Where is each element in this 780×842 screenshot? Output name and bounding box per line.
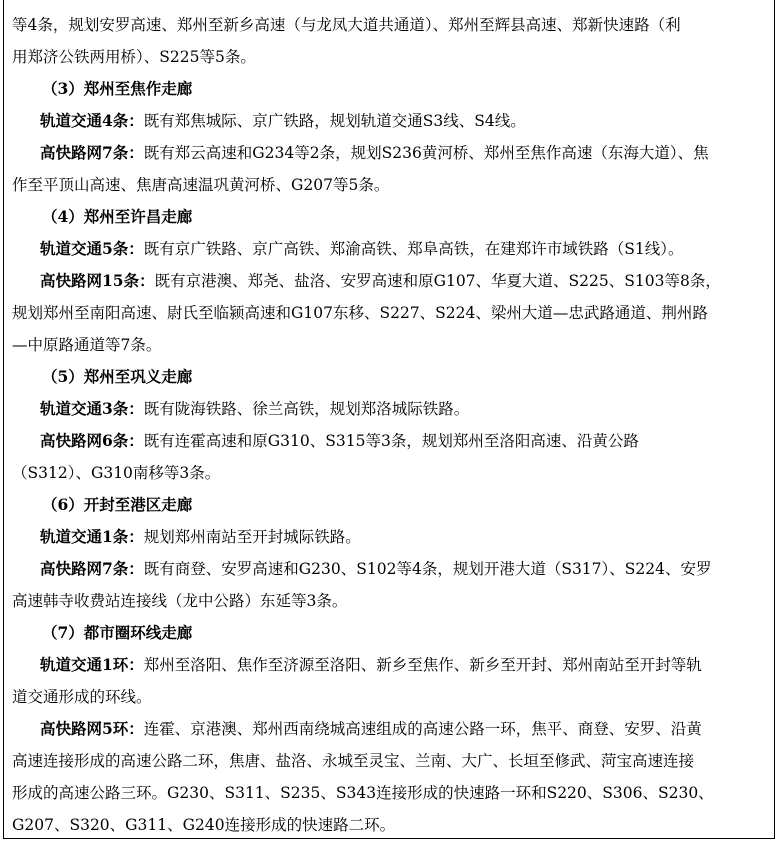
paragraph-line: （S312）、G310南移等3条。	[12, 464, 221, 482]
item-label: 轨道交通1条：	[40, 527, 144, 546]
item-label: 高快路网7条：	[40, 143, 144, 162]
section-heading-6: （6）开封至港区走廊	[42, 495, 193, 514]
item-text: 既有陇海铁路、徐兰高铁，规划郑洛城际铁路。	[143, 400, 470, 418]
item-label: 轨道交通3条：	[40, 399, 144, 418]
paragraph-line	[40, 393, 768, 425]
item-label: 高快路网7条：	[40, 559, 144, 578]
paragraph-line	[40, 265, 768, 297]
item-text: 连霍、京港澳、郑州西南绕城高速组成的高速公路一环，焦平、商登、安罗、沿黄	[143, 720, 702, 738]
paragraph-line	[40, 233, 768, 265]
paragraph-line: 规划郑州至南阳高速、尉氏至临颍高速和G107东移、S227、S224、梁州大道—忠武路通道、荆州路	[12, 304, 708, 322]
section-heading-5: （5）郑州至巩义走廊	[42, 367, 193, 386]
item-label: 轨道交通4条：	[40, 111, 144, 130]
item-label: 轨道交通1环：	[40, 655, 144, 674]
paragraph-line: 高速韩寺收费站连接线（龙中公路）东延等3条。	[12, 592, 348, 610]
paragraph-line	[40, 137, 768, 169]
paragraph-line: 作至平顶山高速、焦唐高速温巩黄河桥、G207等5条。	[12, 176, 390, 194]
paragraph-line	[40, 105, 768, 137]
item-text: 既有郑云高速和G234等2条，规划S236黄河桥、郑州至焦作高速（东海大道）、焦	[143, 144, 709, 162]
item-text: 既有商登、安罗高速和G230、S102等4条，规划开港大道（S317）、S224、安罗	[143, 560, 712, 578]
paragraph-line	[40, 649, 768, 681]
item-label: 高快路网5环：	[40, 719, 144, 738]
item-text: 郑州至洛阳、焦作至济源至洛阳、新乡至焦作、新乡至开封、郑州南站至开封等轨	[143, 656, 702, 674]
paragraph-line	[40, 553, 768, 585]
paragraph-line: —中原路通道等7条。	[12, 336, 162, 354]
paragraph-line	[40, 521, 768, 553]
paragraph-line	[40, 713, 768, 745]
paragraph-line: G207、S320、G311、G240连接形成的快速路二环。	[12, 816, 396, 834]
item-text: 既有郑焦城际、京广铁路，规划轨道交通S3线、S4线。	[143, 112, 526, 130]
item-text: 既有京广铁路、京广高铁、郑渝高铁、郑阜高铁，在建郑许市域铁路（S1线）。	[143, 240, 684, 258]
section-heading-3: （3）郑州至焦作走廊	[42, 79, 193, 98]
section-heading-7: （7）都市圈环线走廊	[42, 623, 193, 642]
section-heading-4: （4）郑州至许昌走廊	[42, 207, 193, 226]
paragraph-line: 等4条，规划安罗高速、郑州至新乡高速（与龙凤大道共通道）、郑州至辉县高速、郑新快速路（利	[12, 16, 681, 34]
item-text: 既有京港澳、郑尧、盐洛、安罗高速和原G107、华夏大道、S225、S103等8条，	[154, 272, 721, 290]
paragraph-line: 道交通形成的环线。	[12, 688, 152, 706]
paragraph-line: 高速连接形成的高速公路二环，焦唐、盐洛、永城至灵宝、兰南、大广、长垣至修武、菏宝高速连接	[12, 752, 695, 770]
item-label: 轨道交通5条：	[40, 239, 144, 258]
paragraph-line	[40, 425, 768, 457]
item-text: 规划郑州南站至开封城际铁路。	[143, 528, 361, 546]
paragraph-line: 用郑济公铁两用桥）、S225等5条。	[12, 48, 256, 66]
item-text: 既有连霍高速和原G310、S315等3条，规划郑州至洛阳高速、沿黄公路	[143, 432, 639, 450]
item-label: 高快路网15条：	[40, 271, 155, 290]
paragraph-line: 形成的高速公路三环。G230、S311、S235、S343连接形成的快速路一环和S220、S306、S230、	[12, 784, 714, 802]
item-label: 高快路网6条：	[40, 431, 144, 450]
